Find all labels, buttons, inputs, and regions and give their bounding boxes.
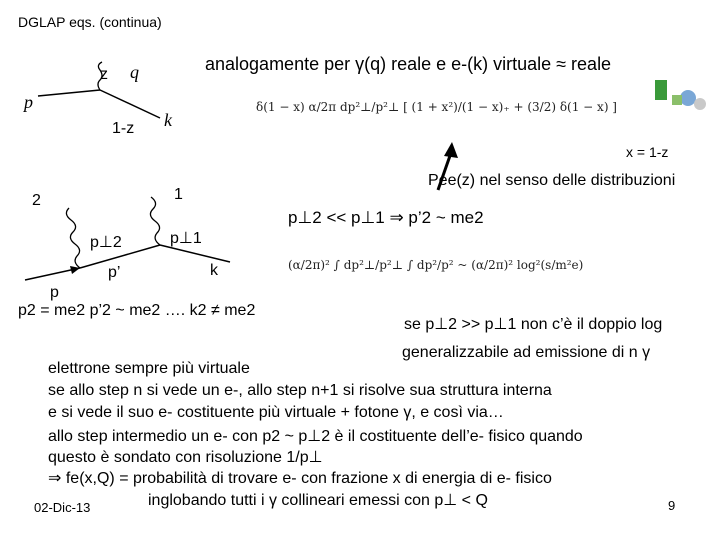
- pee-description: Pee(z) nel senso delle distribuzioni: [428, 172, 676, 189]
- body-line-2: se allo step n si vede un e-, allo step n+1 si risolve sua struttura interna: [48, 382, 552, 399]
- diagram2-label-pprime: p’: [108, 264, 121, 281]
- diagram2-label-p: p: [50, 284, 59, 301]
- x-definition: x = 1-z: [626, 144, 669, 160]
- diagram2-label-2: 2: [32, 192, 41, 209]
- generalization-note: generalizzabile ad emissione di n γ: [402, 344, 651, 361]
- diagram1-label-p: p: [24, 92, 33, 112]
- diagram2-label-pperp2: p⊥2: [90, 234, 122, 251]
- diagram1-label-k: k: [164, 110, 172, 130]
- diagram1-label-1-z: 1-z: [112, 120, 135, 137]
- body-line-4: allo step intermedio un e- con p2 ~ p⊥2 è il costituente dell’e- fisico quando: [48, 428, 583, 445]
- decorative-figure-icon: [655, 80, 706, 110]
- body-line-6: ⇒ fe(x,Q) = probabilità di trovare e- con frazione x di energia di e- fisico: [48, 470, 552, 487]
- formula-double-log: (α/2π)² ∫ dp²⊥/p²⊥ ∫ dp²/p² ~ (α/2π)² log²(s/m²e): [288, 258, 584, 272]
- diagram2-label-k: k: [210, 262, 218, 279]
- diagram2-label-1: 1: [174, 186, 183, 203]
- ordering-relation: p⊥2 << p⊥1 ⇒ p’2 ~ me2: [288, 208, 484, 227]
- diagram2-label-pperp1: p⊥1: [170, 230, 202, 247]
- slide-date: 02-Dic-13: [34, 500, 91, 515]
- body-line-5: questo è sondato con risoluzione 1/p⊥: [48, 449, 323, 466]
- page-number: 9: [668, 498, 676, 513]
- slide-title: DGLAP eqs. (continua): [18, 14, 162, 30]
- diagram1-label-z: z: [100, 66, 108, 83]
- diagram1-label-q: q: [130, 62, 139, 82]
- diagram1-lines: [38, 62, 160, 118]
- no-double-log-note: se p⊥2 >> p⊥1 non c’è il doppio log: [404, 316, 663, 333]
- body-line-7: inglobando tutti i γ collineari emessi con p⊥ < Q: [148, 492, 488, 509]
- formula-splitting: δ(1 − x) α/2π dp²⊥/p²⊥ [ (1 + x²)/(1 − x)₊ + (3/2) δ(1 − x) ]: [256, 100, 617, 114]
- header-line: analogamente per γ(q) reale e e-(k) virtuale ≈ reale: [205, 54, 612, 74]
- body-line-1: elettrone sempre più virtuale: [48, 360, 250, 377]
- body-line-3: e si vede il suo e- costituente più virtuale + fotone γ, e così via…: [48, 404, 504, 421]
- mass-relations: p2 = me2 p’2 ~ me2 …. k2 ≠ me2: [18, 302, 256, 319]
